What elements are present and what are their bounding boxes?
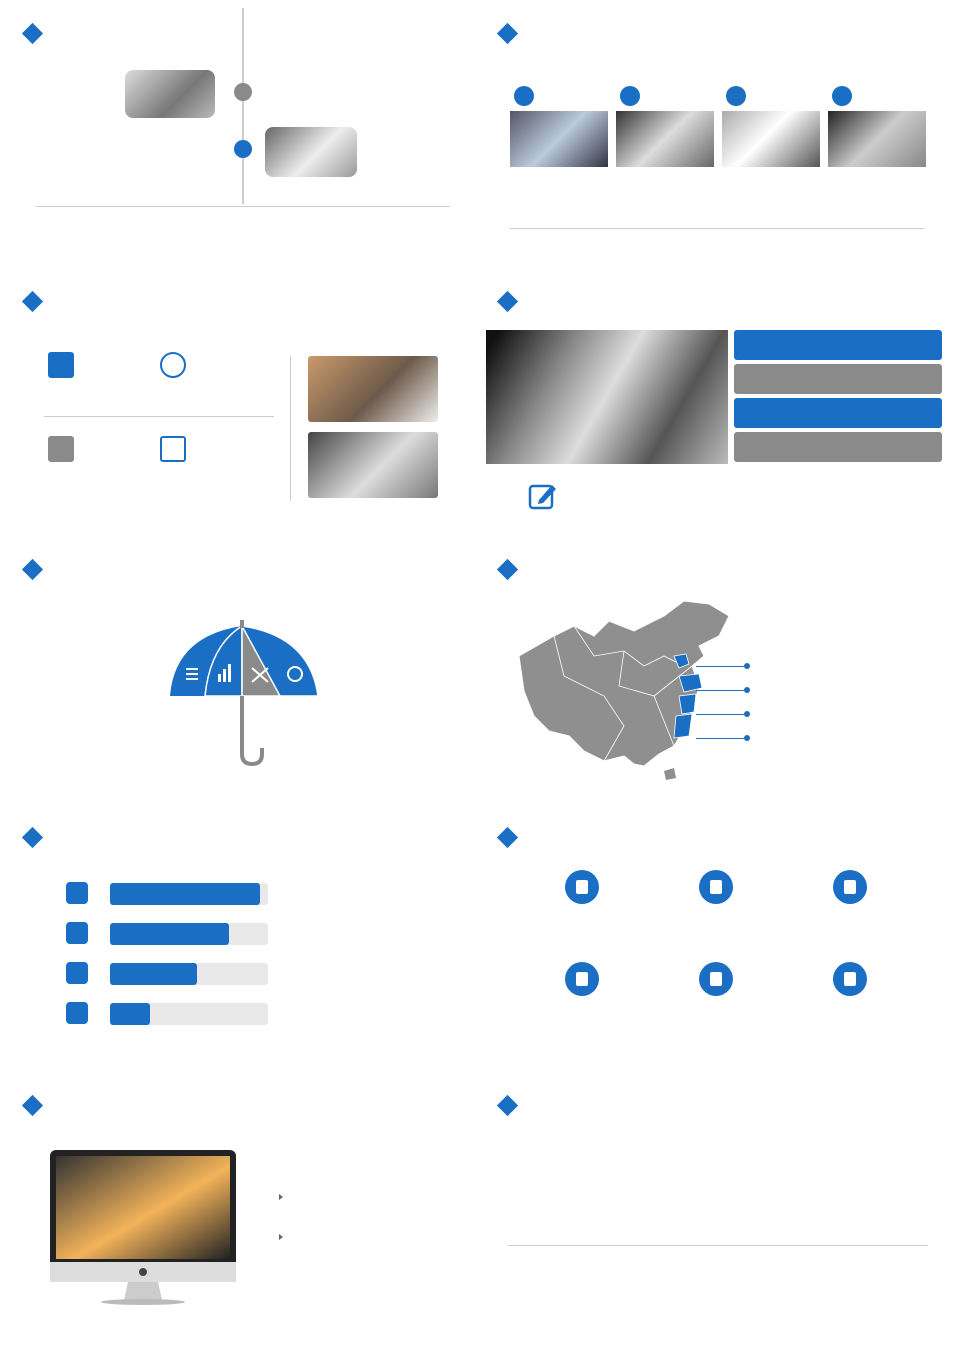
rocket-icon — [699, 962, 733, 996]
title-diamond-icon — [22, 23, 43, 44]
connector-dot — [744, 711, 750, 717]
title-diamond-icon — [22, 827, 43, 848]
slide-7 — [0, 804, 474, 1072]
target-icon — [726, 86, 746, 106]
imac-graphic — [50, 1150, 240, 1312]
slide-6 — [486, 536, 960, 804]
card-photo — [510, 111, 608, 167]
runner-icon — [620, 86, 640, 106]
progress-fill — [110, 883, 260, 905]
luggage-icon-glyph — [844, 972, 856, 986]
search-doc-icon — [160, 436, 186, 462]
progress-track — [110, 1003, 268, 1025]
bullet-arrow-icon — [279, 1194, 283, 1200]
text-bar — [734, 364, 942, 394]
connector-dot — [744, 735, 750, 741]
title-diamond-icon — [497, 291, 518, 312]
title-diamond-icon — [497, 559, 518, 580]
connector-line — [696, 738, 746, 739]
office-photo — [125, 70, 215, 118]
tablet-photo — [308, 356, 438, 422]
china-map — [514, 596, 739, 786]
progress-track — [110, 963, 268, 985]
connector-dot — [744, 663, 750, 669]
text-bar — [734, 398, 942, 428]
progress-fill — [110, 923, 229, 945]
text-bar — [734, 432, 942, 462]
progress-track — [110, 883, 268, 905]
title-diamond-icon — [497, 827, 518, 848]
title-diamond-icon — [22, 559, 43, 580]
title-diamond-icon — [497, 1095, 518, 1116]
building-icon — [48, 436, 74, 462]
slide-8 — [486, 804, 960, 1072]
signing-photo — [486, 330, 728, 464]
cup-icon-glyph — [576, 880, 588, 894]
connector-line — [696, 666, 746, 667]
slide-2 — [486, 0, 960, 268]
umbrella-graphic — [150, 616, 335, 771]
slide-5 — [0, 536, 474, 804]
divider — [36, 206, 450, 207]
progress-fill — [110, 1003, 150, 1025]
luggage-icon — [833, 962, 867, 996]
card-photo — [828, 111, 926, 167]
connector-dot — [744, 687, 750, 693]
slide-3 — [0, 268, 474, 536]
brain-icon — [514, 86, 534, 106]
edit-icon — [528, 481, 558, 511]
bullet-arrow-icon — [279, 1234, 283, 1240]
title-diamond-icon — [22, 1095, 43, 1116]
phone-book-icon — [66, 962, 88, 984]
brush-icon — [699, 870, 733, 904]
timeline-dot — [234, 140, 252, 158]
signal-icon — [833, 870, 867, 904]
laptop-photo — [308, 432, 438, 498]
divider — [510, 228, 924, 229]
connector-line — [696, 714, 746, 715]
brush-icon-glyph — [710, 880, 722, 894]
chart-baseline — [508, 1245, 928, 1246]
card-photo — [722, 111, 820, 167]
mail-icon — [66, 1002, 88, 1024]
timeline — [242, 8, 244, 204]
slide-10 — [486, 1072, 960, 1340]
divider — [44, 416, 274, 417]
inbox-icon — [565, 962, 599, 996]
wave-chart — [516, 1152, 926, 1252]
progress-track — [110, 923, 268, 945]
people-chart-icon — [48, 352, 74, 378]
progress-fill — [110, 963, 197, 985]
title-diamond-icon — [22, 291, 43, 312]
signal-icon-glyph — [844, 880, 856, 894]
globe-icon — [832, 86, 852, 106]
connector-line — [696, 690, 746, 691]
cup-icon — [565, 870, 599, 904]
slide-9 — [0, 1072, 474, 1340]
timeline-dot — [234, 83, 252, 101]
rocket-icon-glyph — [710, 972, 722, 986]
slide-1 — [0, 0, 474, 268]
slide-4 — [486, 268, 960, 536]
title-diamond-icon — [497, 23, 518, 44]
divider — [290, 356, 291, 501]
laptop-photo — [265, 127, 357, 177]
text-bar — [734, 330, 942, 360]
warning-icon — [160, 352, 186, 378]
tools-icon — [66, 882, 88, 904]
inbox-icon-glyph — [576, 972, 588, 986]
recycle-bin-icon — [66, 922, 88, 944]
card-photo — [616, 111, 714, 167]
